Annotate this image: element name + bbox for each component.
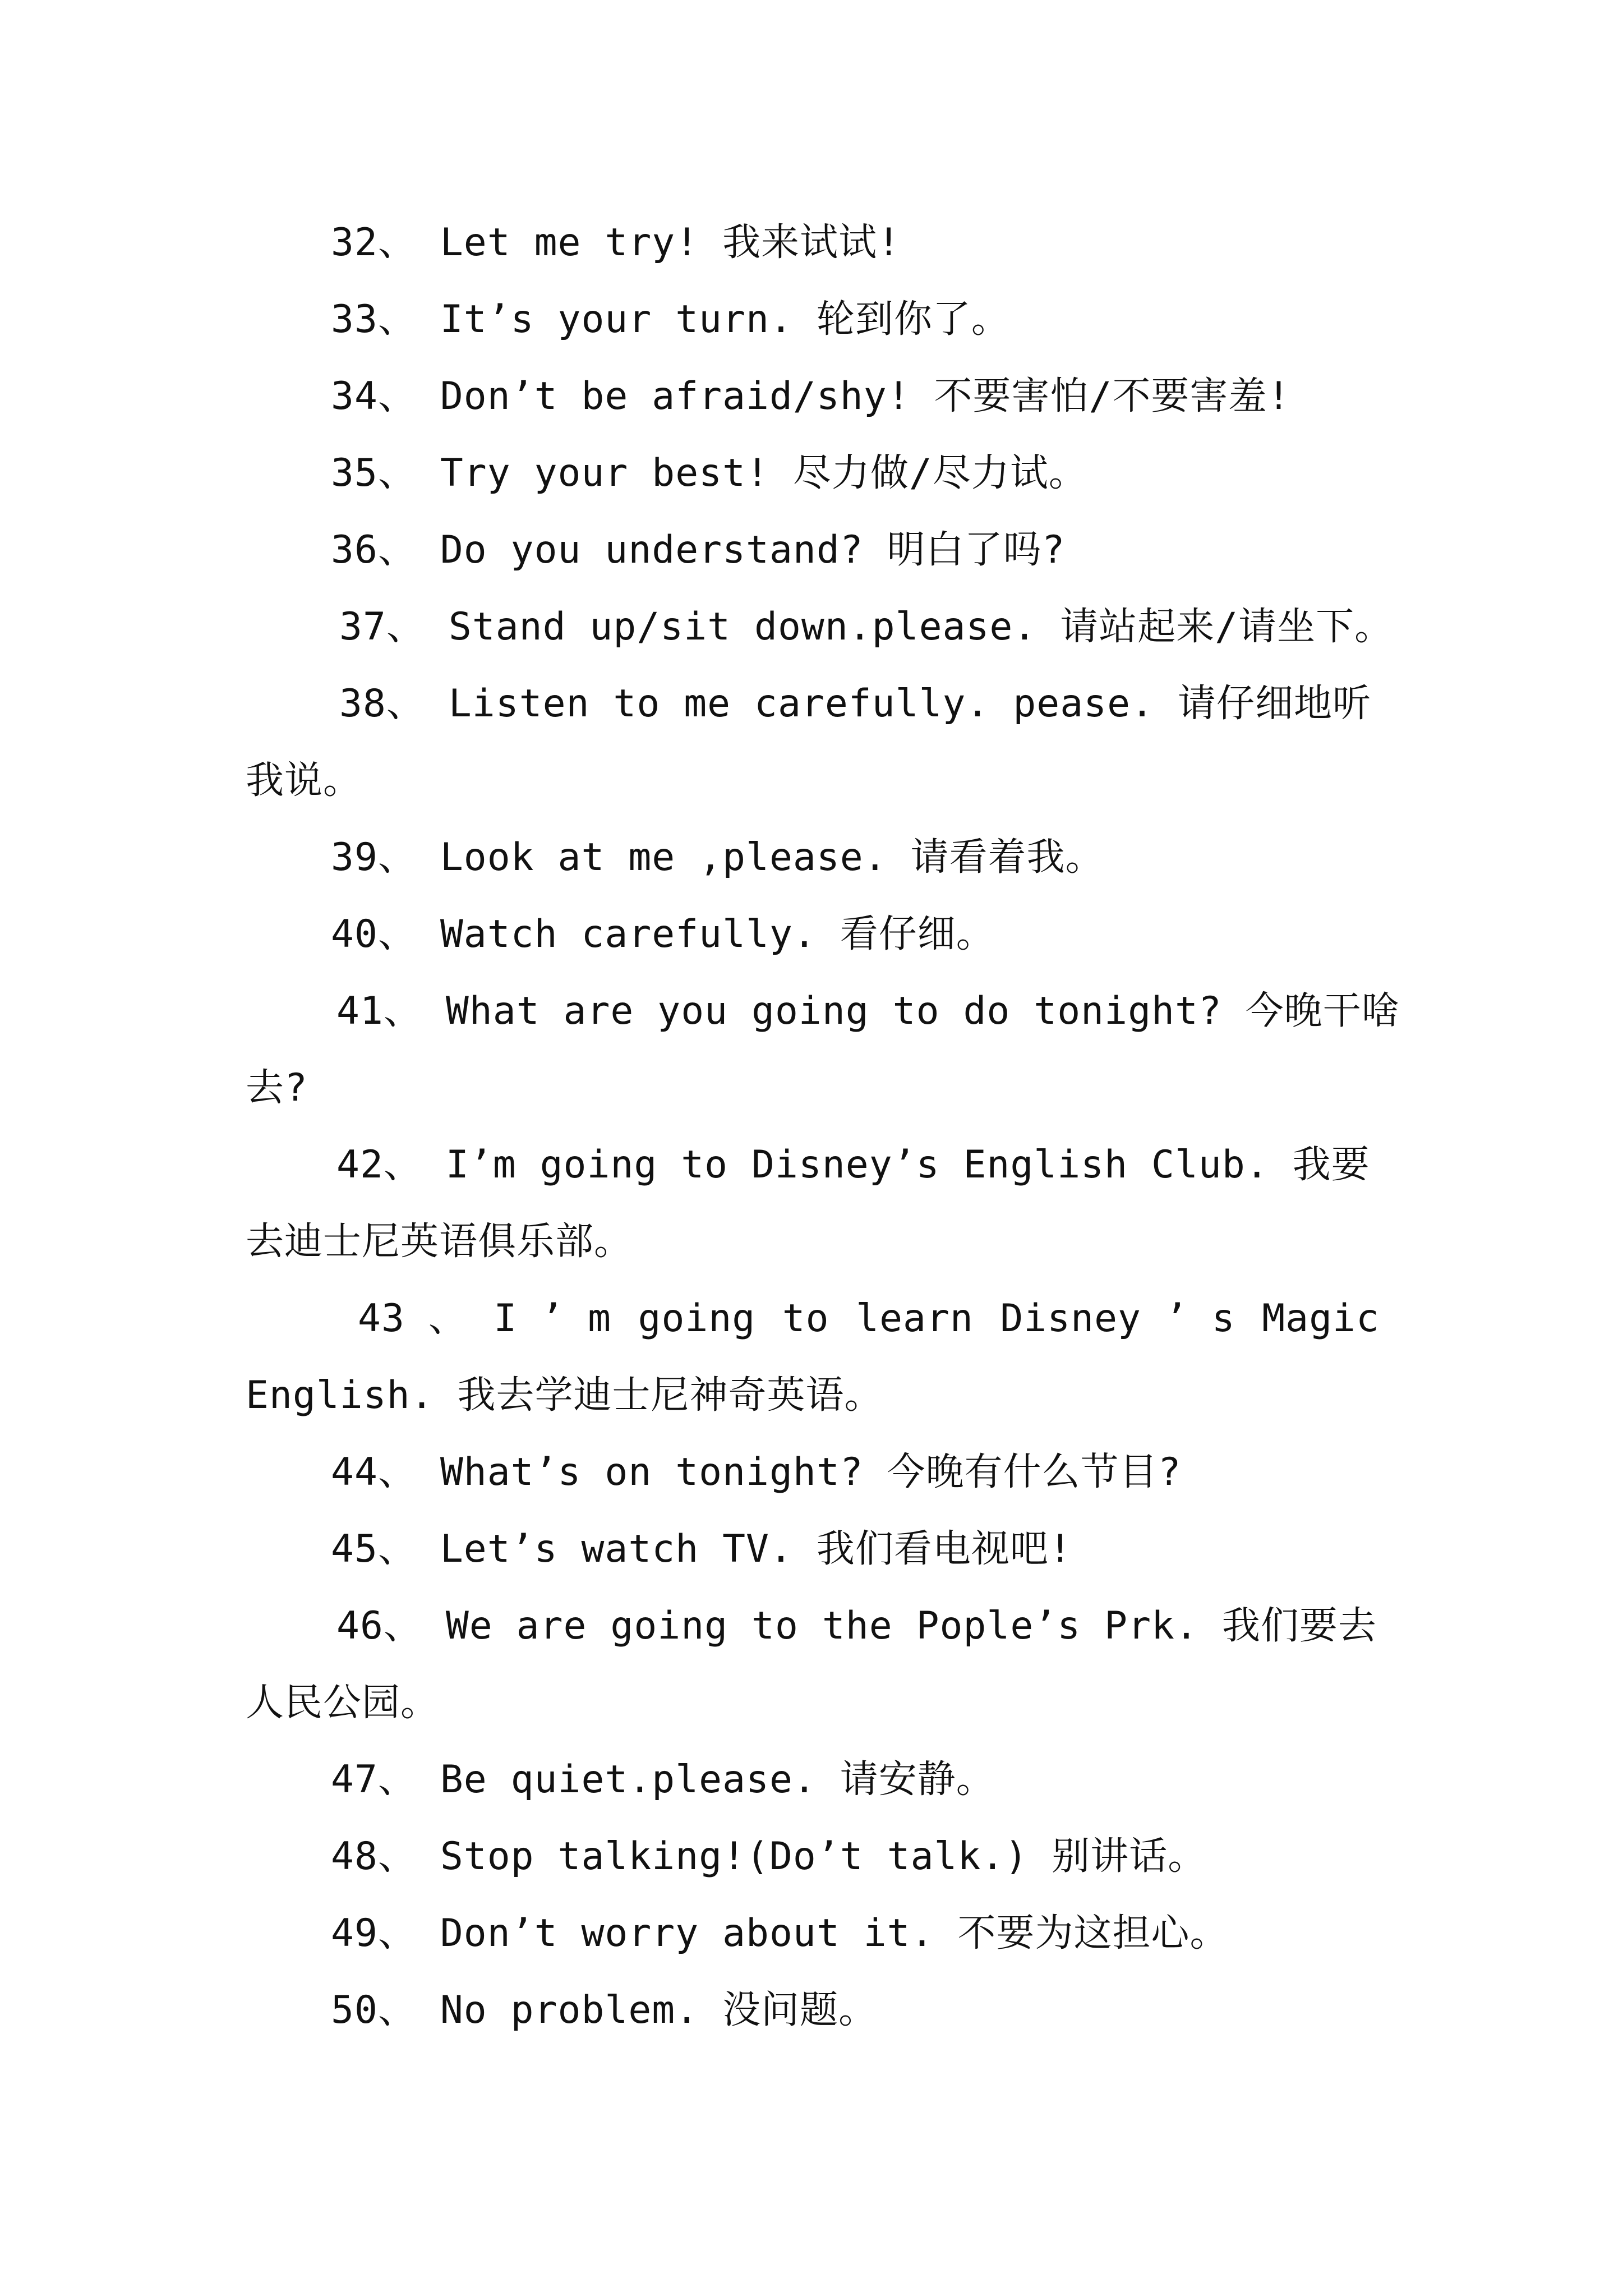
phrase-42: 42、 I’m going to Disney’s English Club. 我要 [336, 1143, 1370, 1187]
phrase-38-continuation: 我说。 [246, 758, 362, 803]
phrase-38: 38、 Listen to me carefully. pease. 请仔细地听 [339, 682, 1371, 726]
phrase-48: 48、 Stop talking!(Do’t talk.) 别讲话。 [331, 1834, 1207, 1879]
phrase-46: 46、 We are going to the Pople’s Prk. 我们要去 [336, 1604, 1377, 1648]
phrase-49: 49、 Don’t worry about it. 不要为这担心。 [331, 1911, 1229, 1955]
phrase-43-word: 43 、 [358, 1296, 467, 1341]
phrase-40: 40、 Watch carefully. 看仔细。 [331, 912, 995, 956]
phrase-34: 34、 Don’t be afraid/shy! 不要害怕/不要害羞! [331, 374, 1291, 418]
phrase-43-word: Magic [1262, 1296, 1380, 1341]
phrase-43-word: Disney ’ s [1000, 1296, 1235, 1341]
phrase-47: 47、 Be quiet.please. 请安静。 [331, 1757, 995, 1802]
phrase-39: 39、 Look at me ,please. 请看着我。 [331, 835, 1104, 880]
phrase-43-word: I ’ m [494, 1296, 612, 1341]
phrase-37: 37、 Stand up/sit down.please. 请站起来/请坐下。 [339, 605, 1394, 649]
phrase-43-word: going [638, 1296, 756, 1341]
phrase-32: 32、 Let me try! 我来试试! [331, 220, 901, 265]
phrase-43-word: learn [856, 1296, 974, 1341]
phrase-46-continuation: 人民公园。 [246, 1681, 440, 1725]
phrase-33: 33、 It’s your turn. 轮到你了。 [331, 297, 1010, 342]
phrase-43-continuation: English. 我去学迪士尼神奇英语。 [246, 1373, 883, 1418]
phrase-42-continuation: 去迪士尼英语俱乐部。 [246, 1220, 633, 1264]
phrase-43 [358, 1292, 1380, 1346]
phrase-50: 50、 No problem. 没问题。 [331, 1988, 878, 2032]
phrase-41-continuation: 去? [246, 1066, 308, 1110]
phrase-45: 45、 Let’s watch TV. 我们看电视吧! [331, 1527, 1072, 1571]
phrase-43-word: to [782, 1296, 829, 1341]
phrase-36: 36、 Do you understand? 明白了吗? [331, 528, 1066, 572]
phrase-41: 41、 What are you going to do tonight? 今晚干啥 [336, 989, 1400, 1033]
phrase-35: 35、 Try your best! 尽力做/尽力试。 [331, 451, 1087, 495]
phrase-44: 44、 What’s on tonight? 今晚有什么节目? [331, 1450, 1182, 1494]
